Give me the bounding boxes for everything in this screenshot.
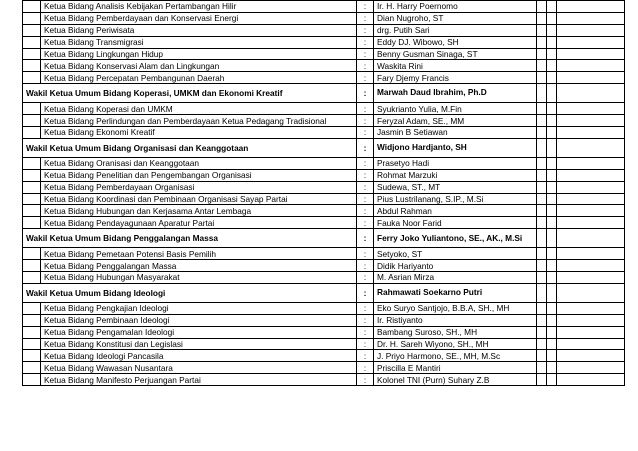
- person-name: Sudewa, ST., MT: [374, 181, 537, 193]
- person-name: Dr. H. Sareh Wiyono, SH., MH: [374, 338, 537, 350]
- table-row: [23, 127, 625, 139]
- empty-cell: [547, 103, 557, 115]
- empty-cell: [547, 302, 557, 314]
- empty-cell: [547, 217, 557, 229]
- table-row: [23, 103, 625, 115]
- empty-cell: [537, 36, 547, 48]
- position-label: Ketua Bidang Koperasi dan UMKM: [41, 103, 357, 115]
- indent-cell: [23, 193, 41, 205]
- empty-cell: [557, 362, 625, 374]
- table-row: [23, 169, 625, 181]
- empty-cell: [547, 181, 557, 193]
- colon-separator: :: [357, 169, 374, 181]
- position-label: Ketua Bidang Konservasi Alam dan Lingkungan: [41, 60, 357, 72]
- empty-cell: [557, 181, 625, 193]
- position-label: Ketua Bidang Konstitusi dan Legislasi: [41, 338, 357, 350]
- position-label: Ketua Bidang Manifesto Perjuangan Partai: [41, 374, 357, 386]
- person-name: Setyoko, ST: [374, 248, 537, 260]
- person-name: Eddy DJ. Wibowo, SH: [374, 36, 537, 48]
- indent-cell: [23, 72, 41, 84]
- indent-cell: [23, 127, 41, 139]
- person-name: Prasetyo Hadi: [374, 157, 537, 169]
- colon-separator: :: [357, 362, 374, 374]
- colon-separator: :: [357, 326, 374, 338]
- indent-cell: [23, 374, 41, 386]
- empty-cell: [547, 127, 557, 139]
- empty-cell: [537, 229, 547, 248]
- table-row: [23, 326, 625, 338]
- colon-separator: :: [357, 72, 374, 84]
- empty-cell: [537, 84, 547, 103]
- empty-cell: [547, 138, 557, 157]
- person-name: Priscilla E Mantiri: [374, 362, 537, 374]
- colon-separator: :: [357, 338, 374, 350]
- colon-separator: :: [357, 283, 374, 302]
- indent-cell: [23, 350, 41, 362]
- table-row: [23, 193, 625, 205]
- table-row: [23, 314, 625, 326]
- colon-separator: :: [357, 103, 374, 115]
- empty-cell: [547, 229, 557, 248]
- empty-cell: [557, 229, 625, 248]
- table-row: [23, 24, 625, 36]
- empty-cell: [557, 127, 625, 139]
- empty-cell: [537, 1, 547, 13]
- person-name: Dian Nugroho, ST: [374, 12, 537, 24]
- colon-separator: :: [357, 24, 374, 36]
- table-row: [23, 115, 625, 127]
- person-name: Ferry Joko Yuliantono, SE., AK., M.Si: [374, 229, 537, 248]
- person-name: Bambang Suroso, SH., MH: [374, 326, 537, 338]
- colon-separator: :: [357, 138, 374, 157]
- empty-cell: [557, 103, 625, 115]
- empty-cell: [557, 1, 625, 13]
- colon-separator: :: [357, 314, 374, 326]
- empty-cell: [557, 338, 625, 350]
- empty-cell: [557, 326, 625, 338]
- empty-cell: [557, 115, 625, 127]
- empty-cell: [547, 338, 557, 350]
- position-label: Ketua Bidang Periwisata: [41, 24, 357, 36]
- person-name: M. Asrian Mirza: [374, 272, 537, 284]
- indent-cell: [23, 326, 41, 338]
- indent-cell: [23, 272, 41, 284]
- person-name: Fary Djemy Francis: [374, 72, 537, 84]
- position-label: Ketua Bidang Hubungan Masyarakat: [41, 272, 357, 284]
- indent-cell: [23, 248, 41, 260]
- empty-cell: [557, 157, 625, 169]
- person-name: Waskita Rini: [374, 60, 537, 72]
- person-name: Didik Hariyanto: [374, 260, 537, 272]
- position-label: Ketua Bidang Wawasan Nusantara: [41, 362, 357, 374]
- indent-cell: [23, 36, 41, 48]
- table-row: [23, 302, 625, 314]
- empty-cell: [557, 36, 625, 48]
- position-label: Ketua Bidang Hubungan dan Kerjasama Antar Lembaga: [41, 205, 357, 217]
- position-label: Ketua Bidang Lingkungan Hidup: [41, 48, 357, 60]
- position-label: Ketua Bidang Pembinaan Ideologi: [41, 314, 357, 326]
- empty-cell: [537, 302, 547, 314]
- empty-cell: [537, 350, 547, 362]
- empty-cell: [557, 84, 625, 103]
- empty-cell: [537, 103, 547, 115]
- empty-cell: [547, 326, 557, 338]
- person-name: Feryzal Adam, SE., MM: [374, 115, 537, 127]
- colon-separator: :: [357, 36, 374, 48]
- empty-cell: [557, 48, 625, 60]
- empty-cell: [537, 338, 547, 350]
- empty-cell: [547, 48, 557, 60]
- person-name: Ir. H. Harry Poernomo: [374, 1, 537, 13]
- person-name: Rohmat Marzuki: [374, 169, 537, 181]
- colon-separator: :: [357, 248, 374, 260]
- person-name: Kolonel TNI (Purn) Suhary Z.B: [374, 374, 537, 386]
- empty-cell: [547, 157, 557, 169]
- indent-cell: [23, 314, 41, 326]
- table-row: [23, 217, 625, 229]
- position-label: Ketua Bidang Percepatan Pembangunan Daerah: [41, 72, 357, 84]
- empty-cell: [537, 24, 547, 36]
- empty-cell: [537, 138, 547, 157]
- person-name: Widjono Hardjanto, SH: [374, 138, 537, 157]
- section-title: Wakil Ketua Umum Bidang Ideologi: [23, 283, 357, 302]
- empty-cell: [557, 260, 625, 272]
- colon-separator: :: [357, 229, 374, 248]
- empty-cell: [557, 374, 625, 386]
- empty-cell: [557, 169, 625, 181]
- indent-cell: [23, 1, 41, 13]
- position-label: Ketua Bidang Koordinasi dan Pembinaan Organisasi Sayap Partai: [41, 193, 357, 205]
- indent-cell: [23, 48, 41, 60]
- empty-cell: [537, 217, 547, 229]
- empty-cell: [547, 60, 557, 72]
- position-label: Ketua Bidang Oranisasi dan Keanggotaan: [41, 157, 357, 169]
- person-name: Benny Gusman Sinaga, ST: [374, 48, 537, 60]
- colon-separator: :: [357, 181, 374, 193]
- empty-cell: [547, 24, 557, 36]
- empty-cell: [547, 1, 557, 13]
- section-header-row: [23, 283, 625, 302]
- empty-cell: [537, 72, 547, 84]
- empty-cell: [557, 205, 625, 217]
- indent-cell: [23, 260, 41, 272]
- indent-cell: [23, 338, 41, 350]
- indent-cell: [23, 205, 41, 217]
- empty-cell: [557, 217, 625, 229]
- empty-cell: [547, 350, 557, 362]
- table-row: [23, 1, 625, 13]
- person-name: Rahmawati Soekarno Putri: [374, 283, 537, 302]
- colon-separator: :: [357, 48, 374, 60]
- section-header-row: [23, 229, 625, 248]
- indent-cell: [23, 181, 41, 193]
- empty-cell: [557, 24, 625, 36]
- empty-cell: [547, 72, 557, 84]
- person-name: Fauka Noor Farid: [374, 217, 537, 229]
- empty-cell: [537, 374, 547, 386]
- empty-cell: [557, 193, 625, 205]
- empty-cell: [537, 205, 547, 217]
- empty-cell: [557, 72, 625, 84]
- position-label: Ketua Bidang Ekonomi Kreatif: [41, 127, 357, 139]
- empty-cell: [547, 193, 557, 205]
- position-label: Ketua Bidang Pemetaan Potensi Basis Pemilih: [41, 248, 357, 260]
- indent-cell: [23, 362, 41, 374]
- empty-cell: [547, 36, 557, 48]
- empty-cell: [537, 260, 547, 272]
- table-row: [23, 248, 625, 260]
- table-row: [23, 350, 625, 362]
- section-title: Wakil Ketua Umum Bidang Koperasi, UMKM dan Ekonomi Kreatif: [23, 84, 357, 103]
- empty-cell: [547, 115, 557, 127]
- empty-cell: [537, 193, 547, 205]
- position-label: Ketua Bidang Pemberdayaan Organisasi: [41, 181, 357, 193]
- colon-separator: :: [357, 60, 374, 72]
- person-name: Syukrianto Yulia, M.Fin: [374, 103, 537, 115]
- empty-cell: [537, 314, 547, 326]
- table-row: [23, 338, 625, 350]
- indent-cell: [23, 302, 41, 314]
- empty-cell: [547, 314, 557, 326]
- empty-cell: [557, 248, 625, 260]
- indent-cell: [23, 157, 41, 169]
- table-row: [23, 272, 625, 284]
- empty-cell: [537, 362, 547, 374]
- empty-cell: [537, 12, 547, 24]
- indent-cell: [23, 24, 41, 36]
- empty-cell: [557, 350, 625, 362]
- empty-cell: [537, 283, 547, 302]
- section-header-row: [23, 84, 625, 103]
- section-title: Wakil Ketua Umum Bidang Penggalangan Massa: [23, 229, 357, 248]
- colon-separator: :: [357, 127, 374, 139]
- indent-cell: [23, 115, 41, 127]
- table-row: [23, 157, 625, 169]
- position-label: Ketua Bidang Perlindungan dan Pemberdayaan Ketua Pedagang Tradisional: [41, 115, 357, 127]
- position-label: Ketua Bidang Ideologi Pancasila: [41, 350, 357, 362]
- empty-cell: [537, 48, 547, 60]
- person-name: Pius Lustrilanang, S.IP., M.Si: [374, 193, 537, 205]
- section-title: Wakil Ketua Umum Bidang Organisasi dan Keanggotaan: [23, 138, 357, 157]
- colon-separator: :: [357, 350, 374, 362]
- empty-cell: [557, 302, 625, 314]
- empty-cell: [537, 115, 547, 127]
- empty-cell: [557, 272, 625, 284]
- person-name: Abdul Rahman: [374, 205, 537, 217]
- empty-cell: [537, 248, 547, 260]
- empty-cell: [547, 283, 557, 302]
- colon-separator: :: [357, 205, 374, 217]
- person-name: Jasmin B Setiawan: [374, 127, 537, 139]
- table-row: [23, 181, 625, 193]
- table-row: [23, 48, 625, 60]
- empty-cell: [537, 326, 547, 338]
- empty-cell: [557, 60, 625, 72]
- table-row: [23, 362, 625, 374]
- position-label: Ketua Bidang Pendayagunaan Aparatur Partai: [41, 217, 357, 229]
- colon-separator: :: [357, 1, 374, 13]
- table-row: [23, 60, 625, 72]
- empty-cell: [537, 127, 547, 139]
- table-row: [23, 72, 625, 84]
- table-row: [23, 205, 625, 217]
- position-label: Ketua Bidang Penelitian dan Pengembangan Organisasi: [41, 169, 357, 181]
- colon-separator: :: [357, 374, 374, 386]
- indent-cell: [23, 12, 41, 24]
- section-header-row: [23, 138, 625, 157]
- empty-cell: [547, 260, 557, 272]
- colon-separator: :: [357, 302, 374, 314]
- person-name: Marwah Daud Ibrahim, Ph.D: [374, 84, 537, 103]
- empty-cell: [537, 181, 547, 193]
- empty-cell: [537, 60, 547, 72]
- empty-cell: [547, 374, 557, 386]
- empty-cell: [557, 314, 625, 326]
- empty-cell: [547, 84, 557, 103]
- position-label: Ketua Bidang Penggalangan Massa: [41, 260, 357, 272]
- indent-cell: [23, 60, 41, 72]
- person-name: Eko Suryo Santjojo, B.B.A, SH., MH: [374, 302, 537, 314]
- colon-separator: :: [357, 157, 374, 169]
- indent-cell: [23, 103, 41, 115]
- empty-cell: [547, 272, 557, 284]
- table-row: [23, 36, 625, 48]
- person-name: drg. Putih Sari: [374, 24, 537, 36]
- position-label: Ketua Bidang Pemberdayaan dan Konservasi Energi: [41, 12, 357, 24]
- empty-cell: [537, 157, 547, 169]
- position-label: Ketua Bidang Analisis Kebijakan Pertambangan Hilir: [41, 1, 357, 13]
- table-body: [23, 1, 625, 386]
- table-row: [23, 260, 625, 272]
- colon-separator: :: [357, 12, 374, 24]
- empty-cell: [547, 12, 557, 24]
- empty-cell: [557, 12, 625, 24]
- empty-cell: [557, 283, 625, 302]
- empty-cell: [557, 138, 625, 157]
- position-label: Ketua Bidang Pengkajian Ideologi: [41, 302, 357, 314]
- colon-separator: :: [357, 217, 374, 229]
- person-name: J. Priyo Harmono, SE., MH, M.Sc: [374, 350, 537, 362]
- empty-cell: [537, 272, 547, 284]
- empty-cell: [547, 169, 557, 181]
- colon-separator: :: [357, 84, 374, 103]
- organization-table: [22, 0, 625, 386]
- position-label: Ketua Bidang Transmigrasi: [41, 36, 357, 48]
- indent-cell: [23, 169, 41, 181]
- empty-cell: [537, 169, 547, 181]
- person-name: Ir. Ristiyanto: [374, 314, 537, 326]
- colon-separator: :: [357, 115, 374, 127]
- empty-cell: [547, 205, 557, 217]
- position-label: Ketua Bidang Pengamalan Ideologi: [41, 326, 357, 338]
- indent-cell: [23, 217, 41, 229]
- colon-separator: :: [357, 272, 374, 284]
- empty-cell: [547, 248, 557, 260]
- colon-separator: :: [357, 260, 374, 272]
- table-row: [23, 12, 625, 24]
- table-row: [23, 374, 625, 386]
- colon-separator: :: [357, 193, 374, 205]
- empty-cell: [547, 362, 557, 374]
